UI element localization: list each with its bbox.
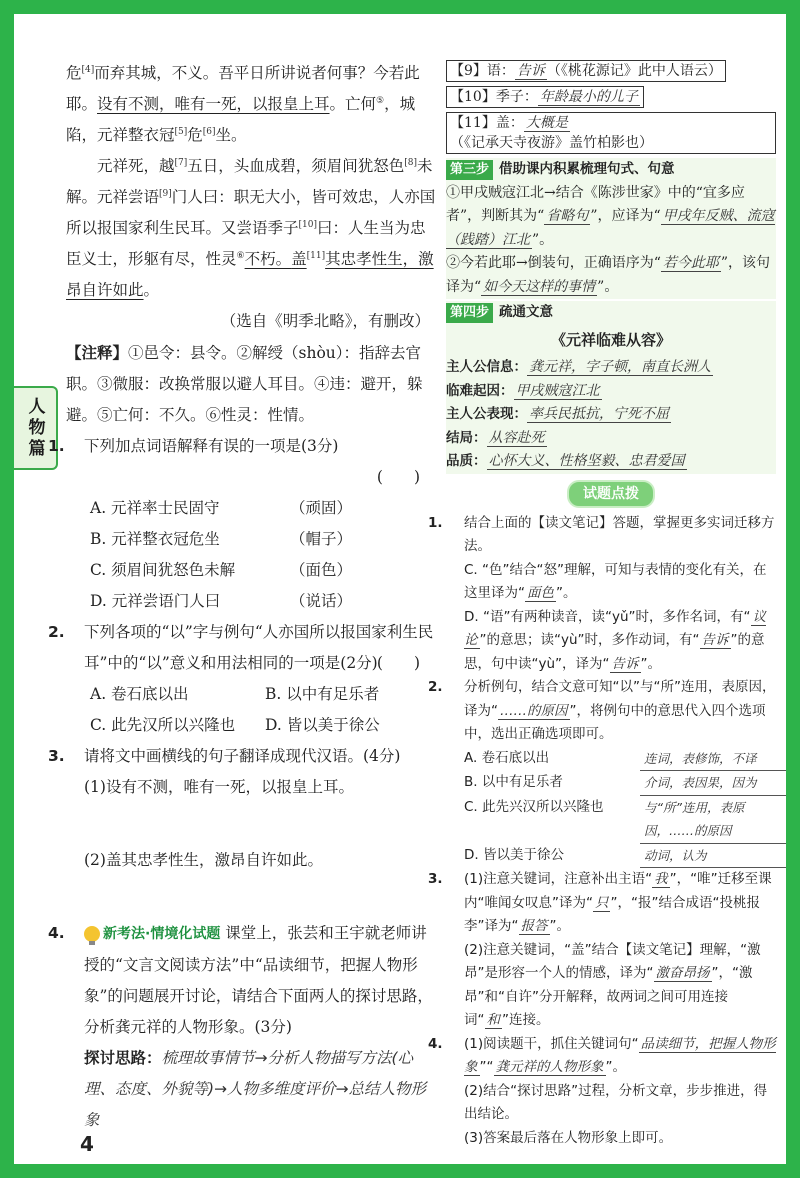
q3-sub-1: (1)设有不测，唯有一死，以报皇上耳。: [84, 778, 354, 796]
q1-option-d: D. 元祥尝语门人曰 （说话）: [90, 592, 353, 610]
answer-3-1: 3. (1)注意关键词，注意补出主语“ 我 ”，“唯”迁移至课内“唯闻女叹息”译为“ 只 ”，“报”结合成语“投桃报李”译为“ 报答 ”。: [428, 871, 772, 934]
question-4: 4. 新考法·情境化试题 课堂上，张芸和王宇就老师讲授的“文言文阅读方法”中“品读细节，把握人物形象”的问题展开讨论，请结合下面两人的探讨思路，分析龚元祥的人物形象。(3分): [48, 924, 433, 1036]
section-tab: 人物篇: [14, 386, 58, 470]
tips-badge: 试题点拨: [567, 480, 655, 508]
step-3: 第三步 借助课内积累梳理句式、句意 ①甲戌贼寇江北→结合《陈涉世家》中的“宜多应者”，判断其为“ 省略句 ”，应译为“ 甲戌年反贼、流寇（践踏）江北 ”。 ②今若此耶→倒装句，正确语序为“ 若今此耶 ”，该句译为“ 如今天这样的事情 ”。: [446, 158, 776, 299]
note-11: 【11】盖： 大概是（《记承天寺夜游》盖竹柏影也）: [446, 112, 776, 154]
note-9: 【9】语： 告诉 （《桃花源记》此中人语云）: [446, 60, 726, 82]
underlined-sentence-2: 其忠孝性生，激昂自许如此: [66, 250, 434, 299]
underlined-sentence-1: 设有不测，唯有一死，以报皇上耳: [97, 95, 330, 113]
question-tag: 新考法·情境化试题: [103, 926, 221, 942]
card-title: 《元祥临难从容》: [550, 330, 671, 349]
card-row-1: 主人公信息： 龚元祥，字子顿，南直长洲人: [446, 359, 711, 375]
answer-4-2: (2)结合“探讨思路”过程，分析文章，步步推进，得出结论。: [464, 1082, 768, 1122]
card-row-5: 品质： 心怀大义、性格坚毅、忠君爱国: [446, 453, 685, 469]
answer-1: 1. 结合上面的【读文笔记】答题，掌握更多实词迁移方法。: [428, 514, 775, 554]
question-3: 3. 请将文中画横线的句子翻译成现代汉语。(4分): [48, 747, 401, 765]
q1-option-a: A. 元祥率士民固守 （顽固）: [90, 499, 353, 517]
q3-sub-2: (2)盖其忠孝性生，激昂自许如此。: [84, 851, 323, 869]
note-10: 【10】季子： 年龄最小的儿子: [446, 86, 644, 108]
page-number: 4: [80, 1132, 94, 1156]
card-row-3: 主人公表现： 率兵民抵抗，宁死不屈: [446, 406, 669, 422]
q2-options-row-2: C. 此先汉所以兴隆也 D. 皆以美于徐公: [90, 716, 380, 734]
question-1: 1. 下列加点词语解释有误的一项是(3分): [48, 437, 339, 455]
q4-idea: 探讨思路：梳理故事情节→分析人物描写方法(心理、态度、外貌等)→人物多维度评价→总结人物形象: [84, 1049, 427, 1129]
notes: 【注释】①邑令：县令。②解绶（shòu）：指辞去官职。③微服：改换常服以避人耳目。④违：避开，躲避。⑤亡何：不久。⑥性灵：性情。: [66, 343, 423, 424]
left-column: [48, 58, 440, 1136]
answer-3-2: (2)注意关键词，“盖”结合【读文笔记】理解，“激昂”是形容一个人的情感，译为“ 激奋昂扬 ”，“激昂”和“自许”分开解释，故两词之间可用连接词“ 和 ”连接。: [464, 941, 761, 1028]
step-4: 第四步 疏通文意 《元祥临难从容》 主人公信息： 龚元祥，字子顿，南直长洲人 临难起因： 甲戌贼寇江北 主人公表现： 率兵民抵抗，宁死不屈 结局： 从容赴死 品质： 心怀大义、性格坚毅、忠君爱国: [446, 301, 776, 474]
page: [14, 14, 786, 1164]
lightbulb-icon: [84, 926, 100, 942]
q1-option-c: C. 须眉间犹怒色未解 （面色）: [90, 561, 353, 579]
q1-option-b: B. 元祥整衣冠危坐 （帽子）: [90, 530, 353, 548]
answer-2: 2. 分析例句，结合文意可知“以”与“所”连用，表原因，译为“ ……的原因 ”，将例句中的意思代入四个选项中，选出正确选项即可。: [428, 679, 776, 742]
right-column: [428, 58, 776, 1150]
answer-paren-1: ( ): [376, 468, 420, 486]
step-3-tag: 第三步: [446, 160, 493, 180]
question-2: 2. 下列各项的“以”字与例句“人亦国所以报国家利生民耳”中的“以”意义和用法相同的一项是(2分): [48, 623, 434, 672]
underlined-sentence-2a: 不朽。: [244, 250, 292, 268]
card-row-2: 临难起因： 甲戌贼寇江北: [446, 382, 600, 399]
answer-1-c: C. “色”结合“怒”理解，可知与表情的变化有关，在这里译为“ 面色 ”。: [464, 561, 767, 601]
step-4-tag: 第四步: [446, 303, 493, 323]
passage-source: （选自《明季北略》，有删改）: [220, 312, 430, 330]
answer-4-3: (3)答案最后落在人物形象上即可。: [464, 1129, 673, 1146]
passage-paragraph-2: 元祥死，越[7]五日，头血成碧，须眉间犹怒色[8]未解。元祥尝语[9]门人曰：职无大小，皆可效忠，人亦国所以报国家利生民耳。又尝语季子[10]曰：人生当为忠臣义士，形躯有尽，性灵⑥不朽。盖[11]其忠孝性生，激昂自许如此。: [66, 157, 436, 299]
passage-paragraph-1: 危[4]而弃其城，不义。吾平日所讲说者何事？今若此耶。设有不测，唯有一死，以报皇上耳。亡何⑤，城陷，元祥整衣冠[5]危[6]坐。: [66, 64, 420, 144]
answer-4-1: 4. (1)阅读题干，抓住关键词句“ 品读细节，把握人物形象 ”“ 龚元祥的人物形象 ”。: [428, 1035, 776, 1075]
answer-1-d: D. “语”有两种读音，读“yǔ”时，多作名词，有“ 议论 ”的意思；读“yù”时，多作动词，有“ 告诉 ”的意思，句中读“yù”，译为“ 告诉 ”。: [464, 608, 766, 672]
q2-options-row-1: A. 卷石底以出 B. 以中有足乐者: [90, 685, 380, 703]
card-row-4: 结局： 从容赴死: [446, 429, 545, 446]
answer-paren-2: ( ): [376, 654, 420, 672]
answer-2-options: A. 卷石底以出 连词，表修饰，不译 B. 以中有足乐者 介词，表因果，因为 C. 此先兴汉所以兴隆也 与“所”连用，表原因，……的原因 D. 皆以美于徐公 动词，认为: [446, 747, 776, 869]
